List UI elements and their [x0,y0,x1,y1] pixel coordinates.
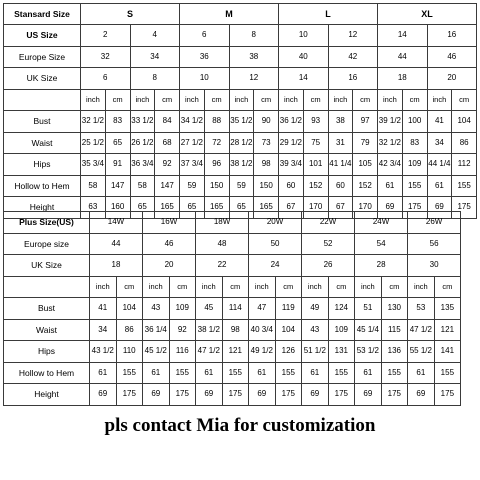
unit-header: inch [328,89,353,111]
unit-header: inch [143,276,170,298]
measure-cell: 65 [105,132,130,154]
plus-size-header: 26W [408,212,461,234]
unit-header: cm [402,89,427,111]
size-value-cell: 20 [143,255,196,277]
size-value-cell: 30 [408,255,461,277]
size-value-cell: 36 [180,46,230,68]
measure-cell: 109 [402,154,427,176]
measure-cell: 96 [204,154,229,176]
unit-header: cm [222,276,249,298]
measure-cell: 155 [402,175,427,197]
measure-cell: 136 [381,341,408,363]
measure-cell: 83 [402,132,427,154]
measure-cell: 45 1/2 [143,341,170,363]
size-value-cell: 44 [378,46,428,68]
unit-header: inch [130,89,155,111]
measure-cell: 130 [381,298,408,320]
unit-header: inch [427,89,452,111]
plus-size-header: 16W [143,212,196,234]
size-value-cell: 16 [427,25,477,47]
size-value-cell: 50 [249,233,302,255]
measure-cell: 104 [275,319,302,341]
plus-table-title: Plus Size(US) [4,212,90,234]
measure-cell: 105 [353,154,378,176]
measure-cell: 59 [180,175,205,197]
measure-cell: 69 [302,384,329,406]
table-row [4,298,461,320]
size-value-cell: 12 [229,68,279,90]
measure-cell: 69 [378,197,403,219]
size-value-cell: 4 [130,25,180,47]
unit-header: inch [279,89,304,111]
measure-cell: 155 [328,362,355,384]
size-value-cell: 48 [196,233,249,255]
size-value-cell: 54 [355,233,408,255]
size-value-cell: 32 [81,46,131,68]
size-value-cell: 8 [229,25,279,47]
measure-cell: 60 [328,175,353,197]
measure-cell: 170 [303,197,328,219]
measure-cell: 112 [452,154,477,176]
measure-cell: 31 [328,132,353,154]
standard-table-title: Stansard Size [4,4,81,25]
measure-cell: 147 [155,175,180,197]
measure-cell: 49 1/2 [249,341,276,363]
table-row [4,384,461,406]
measure-cell: 175 [434,384,461,406]
measure-cell: 155 [452,175,477,197]
measure-cell: 25 1/2 [81,132,106,154]
unit-header: cm [328,276,355,298]
unit-header: cm [434,276,461,298]
measure-cell: 37 3/4 [180,154,205,176]
measure-cell: 165 [204,197,229,219]
measure-cell: 40 3/4 [249,319,276,341]
measure-cell: 100 [402,111,427,133]
table-row [4,111,477,133]
measure-cell: 165 [155,197,180,219]
measure-cell: 91 [105,154,130,176]
size-value-cell: 8 [130,68,180,90]
table-row [4,233,461,255]
unit-header: inch [180,89,205,111]
measure-cell: 150 [204,175,229,197]
unit-header: inch [378,89,403,111]
measure-cell: 43 1/2 [90,341,117,363]
measure-label: Bust [4,111,81,133]
unit-header: cm [116,276,143,298]
table-row [4,89,477,111]
row-label: Europe Size [4,46,81,68]
measure-cell: 38 [328,111,353,133]
measure-cell: 29 1/2 [279,132,304,154]
measure-cell: 35 1/2 [229,111,254,133]
measure-cell: 58 [130,175,155,197]
measure-cell: 155 [434,362,461,384]
table-row [4,362,461,384]
unit-header: cm [155,89,180,111]
size-value-cell: 16 [328,68,378,90]
unit-header: cm [204,89,229,111]
measure-cell: 32 1/2 [81,111,106,133]
measure-cell: 115 [381,319,408,341]
row-label: US Size [4,25,81,47]
measure-cell: 110 [116,341,143,363]
table-row [4,175,477,197]
measure-cell: 26 1/2 [130,132,155,154]
measure-cell: 49 [302,298,329,320]
measure-cell: 51 [355,298,382,320]
measure-label: Waist [4,319,90,341]
table-row [4,212,461,234]
measure-cell: 68 [155,132,180,154]
size-value-cell: 52 [302,233,355,255]
measure-cell: 88 [204,111,229,133]
measure-cell: 28 1/2 [229,132,254,154]
plus-size-header: 24W [355,212,408,234]
measure-cell: 90 [254,111,279,133]
measure-cell: 124 [328,298,355,320]
measure-cell: 155 [169,362,196,384]
unit-header: cm [275,276,302,298]
measure-cell: 170 [353,197,378,219]
size-value-cell: 26 [302,255,355,277]
measure-cell: 147 [105,175,130,197]
measure-cell: 61 [249,362,276,384]
measure-cell: 36 3/4 [130,154,155,176]
measure-cell: 116 [169,341,196,363]
size-value-cell: 38 [229,46,279,68]
measure-label: Bust [4,298,90,320]
measure-cell: 131 [328,341,355,363]
measure-cell: 44 1/4 [427,154,452,176]
size-value-cell: 18 [378,68,428,90]
unit-header: inch [355,276,382,298]
measure-cell: 175 [116,384,143,406]
size-value-cell: 14 [279,68,329,90]
measure-cell: 53 [408,298,435,320]
measure-cell: 39 3/4 [279,154,304,176]
table-row [4,46,477,68]
measure-cell: 97 [353,111,378,133]
measure-cell: 33 1/2 [130,111,155,133]
size-value-cell: 24 [249,255,302,277]
measure-cell: 175 [402,197,427,219]
size-value-cell: 6 [81,68,131,90]
measure-label: Waist [4,132,81,154]
measure-label: Hollow to Hem [4,362,90,384]
measure-cell: 175 [328,384,355,406]
size-value-cell: 56 [408,233,461,255]
measure-cell: 43 [302,319,329,341]
measure-cell: 45 1/4 [355,319,382,341]
measure-cell: 101 [303,154,328,176]
measure-cell: 59 [229,175,254,197]
measure-cell: 175 [222,384,249,406]
measure-cell: 41 [90,298,117,320]
measure-cell: 61 [90,362,117,384]
empty-cell [4,276,90,298]
measure-cell: 92 [169,319,196,341]
measure-cell: 73 [254,132,279,154]
measure-cell: 55 1/2 [408,341,435,363]
measure-cell: 35 3/4 [81,154,106,176]
size-value-cell: 20 [427,68,477,90]
measure-cell: 47 [249,298,276,320]
size-value-cell: 22 [196,255,249,277]
measure-cell: 121 [434,319,461,341]
measure-cell: 61 [302,362,329,384]
size-value-cell: 10 [279,25,329,47]
measure-cell: 60 [279,175,304,197]
measure-cell: 45 [196,298,223,320]
measure-cell: 121 [222,341,249,363]
measure-cell: 160 [105,197,130,219]
table-row [4,154,477,176]
measure-cell: 155 [222,362,249,384]
standard-size-table [3,3,477,219]
measure-cell: 58 [81,175,106,197]
row-label: Europe size [4,233,90,255]
measure-cell: 104 [452,111,477,133]
size-value-cell: 42 [328,46,378,68]
measure-cell: 109 [169,298,196,320]
measure-cell: 42 3/4 [378,154,403,176]
measure-cell: 36 1/2 [279,111,304,133]
table-row [4,341,461,363]
measure-cell: 43 [143,298,170,320]
measure-cell: 114 [222,298,249,320]
measure-cell: 65 [130,197,155,219]
measure-cell: 69 [143,384,170,406]
size-value-cell: 46 [427,46,477,68]
measure-cell: 34 1/2 [180,111,205,133]
measure-cell: 155 [381,362,408,384]
measure-cell: 61 [143,362,170,384]
measure-cell: 104 [116,298,143,320]
measure-cell: 79 [353,132,378,154]
size-value-cell: 44 [90,233,143,255]
measure-cell: 175 [169,384,196,406]
size-group-header: M [180,4,279,25]
unit-header: cm [303,89,328,111]
measure-cell: 69 [355,384,382,406]
measure-cell: 34 [90,319,117,341]
measure-cell: 27 1/2 [180,132,205,154]
measure-cell: 69 [427,197,452,219]
unit-header: inch [81,89,106,111]
size-value-cell: 40 [279,46,329,68]
measure-cell: 92 [155,154,180,176]
size-value-cell: 2 [81,25,131,47]
measure-cell: 150 [254,175,279,197]
measure-cell: 36 1/4 [143,319,170,341]
measure-cell: 63 [81,197,106,219]
measure-cell: 61 [408,362,435,384]
measure-cell: 38 1/2 [229,154,254,176]
row-label: UK Size [4,68,81,90]
plus-size-header: 20W [249,212,302,234]
measure-cell: 155 [116,362,143,384]
measure-cell: 32 1/2 [378,132,403,154]
measure-cell: 41 [427,111,452,133]
measure-cell: 69 [90,384,117,406]
table-row [4,4,477,25]
measure-cell: 61 [355,362,382,384]
measure-cell: 175 [381,384,408,406]
measure-cell: 109 [328,319,355,341]
unit-header: inch [249,276,276,298]
measure-cell: 98 [222,319,249,341]
measure-cell: 39 1/2 [378,111,403,133]
size-value-cell: 12 [328,25,378,47]
empty-cell [4,89,81,111]
measure-cell: 175 [452,197,477,219]
measure-cell: 86 [452,132,477,154]
plus-size-header: 22W [302,212,355,234]
size-group-header: XL [378,4,477,25]
measure-cell: 34 [427,132,452,154]
size-value-cell: 10 [180,68,230,90]
table-row [4,255,461,277]
size-value-cell: 18 [90,255,143,277]
measure-cell: 47 1/2 [408,319,435,341]
plus-size-header: 18W [196,212,249,234]
size-group-header: L [279,4,378,25]
measure-cell: 141 [434,341,461,363]
unit-header: cm [452,89,477,111]
measure-cell: 38 1/2 [196,319,223,341]
measure-label: Height [4,197,81,219]
size-value-cell: 14 [378,25,428,47]
unit-header: inch [196,276,223,298]
measure-cell: 98 [254,154,279,176]
measure-cell: 67 [328,197,353,219]
size-value-cell: 28 [355,255,408,277]
measure-cell: 75 [303,132,328,154]
measure-cell: 83 [105,111,130,133]
table-row [4,25,477,47]
unit-header: cm [105,89,130,111]
measure-cell: 86 [116,319,143,341]
unit-header: inch [229,89,254,111]
plus-size-header: 14W [90,212,143,234]
measure-cell: 69 [408,384,435,406]
measure-cell: 41 1/4 [328,154,353,176]
unit-header: cm [169,276,196,298]
measure-cell: 152 [353,175,378,197]
unit-header: inch [90,276,117,298]
measure-cell: 84 [155,111,180,133]
measure-cell: 126 [275,341,302,363]
measure-cell: 175 [275,384,302,406]
row-label: UK Size [4,255,90,277]
measure-cell: 165 [254,197,279,219]
measure-cell: 53 1/2 [355,341,382,363]
measure-cell: 93 [303,111,328,133]
measure-cell: 135 [434,298,461,320]
plus-size-table [3,211,461,406]
measure-cell: 61 [427,175,452,197]
size-value-cell: 6 [180,25,230,47]
size-group-header: S [81,4,180,25]
measure-label: Hollow to Hem [4,175,81,197]
measure-cell: 61 [196,362,223,384]
measure-cell: 119 [275,298,302,320]
size-value-cell: 46 [143,233,196,255]
measure-cell: 72 [204,132,229,154]
measure-cell: 69 [249,384,276,406]
unit-header: inch [302,276,329,298]
unit-header: cm [381,276,408,298]
measure-cell: 67 [279,197,304,219]
measure-cell: 47 1/2 [196,341,223,363]
unit-header: cm [254,89,279,111]
measure-cell: 65 [180,197,205,219]
unit-header: inch [408,276,435,298]
customization-note: pls contact Mia for customization [104,415,376,436]
size-value-cell: 34 [130,46,180,68]
table-row [4,132,477,154]
table-row [4,319,461,341]
measure-cell: 65 [229,197,254,219]
table-row [4,68,477,90]
measure-label: Height [4,384,90,406]
table-row [4,276,461,298]
unit-header: cm [353,89,378,111]
measure-cell: 61 [378,175,403,197]
measure-cell: 69 [196,384,223,406]
measure-label: Hips [4,154,81,176]
measure-cell: 51 1/2 [302,341,329,363]
measure-label: Hips [4,341,90,363]
measure-cell: 155 [275,362,302,384]
measure-cell: 152 [303,175,328,197]
